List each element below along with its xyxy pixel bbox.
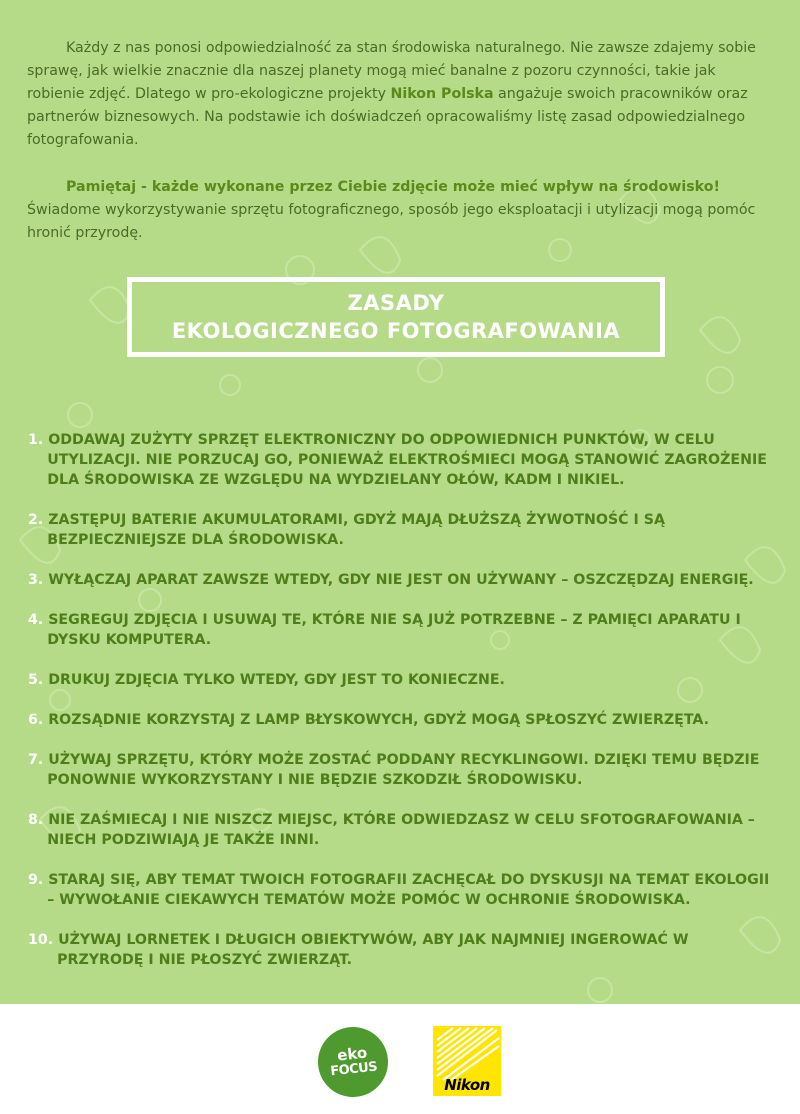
eko-logo-top-text: eko <box>336 1043 369 1065</box>
rule-number: 5. <box>28 672 44 688</box>
rule-text: SEGREGUJ ZDJĘCIA I USUWAJ TE, KTÓRE NIE SĄ JUŻ POTRZEBNE – Z PAMIĘCI APARATU I DYSKU KOMPUTERA. <box>47 612 741 648</box>
intro-paragraph-1-text-after: angażuje swoich pracowników oraz partnerów biznesowych. Na podstawie ich doświadczeń opracowaliśmy listę zasad odpowiedzialnego fotografowania. <box>27 86 748 148</box>
rule-number: 8. <box>28 812 44 828</box>
title-box <box>127 277 665 357</box>
rule-text: ROZSĄDNIE KORZYSTAJ Z LAMP BŁYSKOWYCH, GDYŻ MOGĄ SPŁOSZYĆ ZWIERZĘTA. <box>48 712 710 728</box>
rule-number: 4. <box>28 612 44 628</box>
footer <box>0 1004 800 1114</box>
rule-item <box>28 810 778 850</box>
rule-item <box>28 930 778 970</box>
intro-paragraph-1 <box>27 37 772 152</box>
nikon-wordmark: Nikon <box>444 1076 490 1094</box>
rule-number: 9. <box>28 872 44 888</box>
rule-text: DRUKUJ ZDJĘCIA TYLKO WTEDY, GDY JEST TO KONIECZNE. <box>48 672 505 688</box>
rule-text: ZASTĘPUJ BATERIE AKUMULATORAMI, GDYŻ MAJĄ DŁUŻSZĄ ŻYWOTNOŚĆ I SĄ BEZPIECZNIEJSZE DLA ŚRODOWISKA. <box>47 512 665 548</box>
intro-paragraph-2-text-after: Świadome wykorzystywanie sprzętu fotograficznego, sposób jego eksploatacji i utylizacji mogą pomóc hronić przyrodę. <box>27 202 756 241</box>
rule-text: UŻYWAJ SPRZĘTU, KTÓRY MOŻE ZOSTAĆ PODDANY RECYKLINGOWI. DZIĘKI TEMU BĘDZIE PONOWNIE WYKORZYSTANY I NIE BĘDZIE SZKODZIŁ ŚRODOWISKU. <box>47 752 760 788</box>
intro-paragraph-2 <box>27 176 772 245</box>
rules-list <box>28 430 778 990</box>
rule-number: 6. <box>28 712 44 728</box>
rule-number: 10. <box>28 932 54 948</box>
nikon-polska-highlight: Nikon Polska <box>390 86 494 102</box>
rule-number: 3. <box>28 572 44 588</box>
rule-item <box>28 670 778 690</box>
rule-item <box>28 870 778 910</box>
rule-item <box>28 430 778 490</box>
rule-text: WYŁĄCZAJ APARAT ZAWSZE WTEDY, GDY NIE JEST ON UŻYWANY – OSZCZĘDZAJ ENERGIĘ. <box>48 572 754 588</box>
rule-item <box>28 750 778 790</box>
rule-number: 2. <box>28 512 44 528</box>
eko-logo-bottom-text: FOCUS <box>329 1059 378 1080</box>
rule-item <box>28 510 778 550</box>
rule-text: NIE ZAŚMIECAJ I NIE NISZCZ MIEJSC, KTÓRE ODWIEDZASZ W CELU SFOTOGRAFOWANIA – NIECH PODZIWIAJĄ JE TAKŻE INNI. <box>47 812 755 848</box>
reminder-highlight: Pamiętaj - każde wykonane przez Ciebie zdjęcie może mieć wpływ na środowisko! <box>66 179 720 195</box>
eko-focus-logo <box>315 1024 392 1101</box>
rule-text: ODDAWAJ ZUŻYTY SPRZĘT ELEKTRONICZNY DO ODPOWIEDNICH PUNKTÓW, W CELU UTYLIZACJI. NIE PORZUCAJ GO, PONIEWAŻ ELEKTROŚMIECI MOGĄ STANOWIĆ ZAGROŻENIE DLA ŚRODOWISKA ZE WZGLĘDU NA WYDZIELANY OŁÓW, KADM I NIKIEL. <box>47 432 767 488</box>
rule-item <box>28 710 778 730</box>
nikon-logo <box>433 1026 501 1096</box>
rule-number: 1. <box>28 432 44 448</box>
rule-text: UŻYWAJ LORNETEK I DŁUGICH OBIEKTYWÓW, ABY JAK NAJMNIEJ INGEROWAĆ W PRZYRODĘ I NIE PŁOSZYĆ ZWIERZĄT. <box>57 932 689 968</box>
rule-text: STARAJ SIĘ, ABY TEMAT TWOICH FOTOGRAFII ZACHĘCAŁ DO DYSKUSJI NA TEMAT EKOLOGII – WYWOŁANIE CIEKAWYCH TEMATÓW MOŻE POMÓC W OCHRONIE ŚRODOWISKA. <box>47 872 770 908</box>
title-line-2: EKOLOGICZNEGO FOTOGRAFOWANIA <box>171 319 621 343</box>
intro-paragraph-1-text-before: Każdy z nas ponosi odpowiedzialność za stan środowiska naturalnego. Nie zawsze zdajemy sobie sprawę, jak wielkie znacznie dla naszej planety mogą mieć banalne z pozoru czynności, takie jak robienie zdjęć. Dlatego w pro-ekologiczne projekty <box>27 40 756 102</box>
rule-item <box>28 570 778 590</box>
intro-text <box>27 37 772 269</box>
rule-item <box>28 610 778 650</box>
title-line-1: ZASADY <box>347 291 445 315</box>
rule-number: 7. <box>28 752 44 768</box>
